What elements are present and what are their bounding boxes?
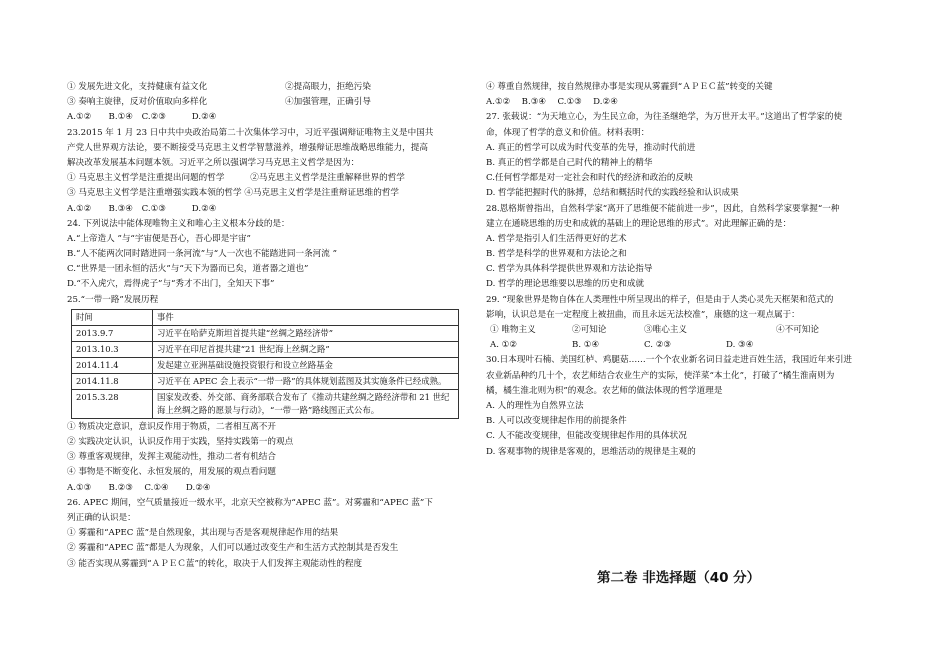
option-d: D. 哲学的理论思维要以思维的历史和成就 xyxy=(486,279,645,290)
question-stem: 橘，橘生淮北则为枳”的观念。农艺师的做法体现的哲学道理是 xyxy=(486,385,723,396)
question-stem: 解决改革发展基本问题本领。习近平之所以强调学习马克思主义哲学是因为： xyxy=(67,157,360,168)
right-column xyxy=(486,80,898,460)
cell-time: 2013.10.3 xyxy=(72,341,153,357)
answer-choices: A.①② B.③④ C.①③ D.②④ xyxy=(67,203,217,214)
cell-event: 发起建立亚洲基础设施投资银行和设立丝路基金 xyxy=(153,357,459,373)
option-a: A.“上帝造人 ”与“宇宙便是吾心，吾心即是宇宙” xyxy=(67,233,251,244)
option-3: ③ 奏响主旋律，反对价值取向多样化 xyxy=(67,97,208,108)
question-stem: 建立在通晓思维的历史和成就的基础上的理论思维的形式”。对此理解正确的是： xyxy=(486,218,792,229)
option-b: B.“人不能两次同时踏进同一条河流”与“人一次也不能踏进同一条河流 ” xyxy=(67,249,337,260)
question-stem: 27. 张载说：“为天地立心，为生民立命，为往圣继绝学，为万世开太平。”这道出了哲学家的使 xyxy=(486,112,843,123)
question-stem: 28.恩格斯曾指出，自然科学家“离开了思维便不能前进一步”，因此，自然科学家要掌握“一种 xyxy=(486,203,840,214)
option-d: D.“不入虎穴，焉得虎子”与“秀才不出门，全知天下事” xyxy=(67,279,275,290)
option-line: ② 雾霾和“APEC 蓝”都是人为现象，人们可以通过改变生产和生活方式控制其是否发生 xyxy=(67,543,399,554)
option-c: C. 人不能改变规律，但能改变规律起作用的具体状况 xyxy=(486,431,687,442)
option-4: ④不可知论 xyxy=(776,325,819,335)
question-stem: 命，体现了哲学的意义和价值。材料表明： xyxy=(486,127,650,138)
left-column xyxy=(67,80,472,572)
col-header-time: 时间 xyxy=(72,309,153,325)
option-line: ④ 事物是不断变化、永恒发展的，用发展的观点看问题 xyxy=(67,467,276,478)
question-stem: 24. 下列说法中能体现唯物主义和唯心主义根本分歧的是： xyxy=(67,218,290,229)
option-line: ② 实践决定认识，认识反作用于实践，坚持实践第一的观点 xyxy=(67,437,294,447)
option-2: ②提高眼力，拒绝污染 xyxy=(285,82,371,92)
option-d: D. 哲学能把握时代的脉搏，总结和概括时代的实践经验和认识成果 xyxy=(486,188,739,199)
question-25 xyxy=(67,293,472,496)
cell-time: 2013.9.7 xyxy=(72,325,153,341)
table-row xyxy=(72,357,459,373)
table-header-row xyxy=(72,309,459,325)
prev-question-options xyxy=(67,80,472,126)
question-27 xyxy=(486,110,898,201)
answer-a: A. ①② xyxy=(490,340,518,351)
option-a: A. 哲学是指引人们生活得更好的艺术 xyxy=(486,233,627,244)
question-stem: 29. “现象世界是物自体在人类理性中所呈现出的样子，但是由于人类心灵先天框架和范式的 xyxy=(486,294,834,305)
option-b: B. 真正的哲学都是自己时代的精神上的精华 xyxy=(486,157,653,168)
history-table xyxy=(71,309,459,419)
option-4: ④加强管理，正确引导 xyxy=(285,97,371,108)
col-header-event: 事件 xyxy=(153,309,459,325)
question-stem: 农业新品种约几十个，农艺师结合农业生产的实际，使洋菜“本土化”，打破了“橘生淮南则为 xyxy=(486,370,835,381)
question-stem: 产党人世界观方法论，要不断接受马克思主义哲学智慧滋养，增强辩证思维战略思维能力，提高 xyxy=(67,142,428,153)
cell-time: 2014.11.8 xyxy=(72,373,153,389)
answer-choices: A.①③ B.②③ C.①④ D.②④ xyxy=(67,482,211,493)
option-b: B. 哲学是科学的世界观和方法论之和 xyxy=(486,249,627,260)
cell-event: 习近平在哈萨克斯坦首提共建“丝绸之路经济带” xyxy=(153,325,459,341)
option-line: ① 物质决定意识，意识反作用于物质，二者相互离不开 xyxy=(67,421,276,432)
option-line: ③ 马克思主义哲学是注重增强实践本领的哲学 ④马克思主义哲学是注重辩证思维的哲学 xyxy=(67,188,400,199)
table-row xyxy=(72,325,459,341)
answer-choices xyxy=(486,338,898,353)
question-stem: 25.“一带一路”发展历程 xyxy=(67,294,159,305)
answer-choices: A.①② B.③④ C.①③ D.②④ xyxy=(486,97,618,108)
section-title: 第二卷 非选择题（40 分） xyxy=(597,570,761,586)
option-a: A. 真正的哲学可以成为时代变革的先导，推动时代前进 xyxy=(486,142,696,153)
option-1: ① 唯物主义 xyxy=(490,325,536,335)
question-26 xyxy=(67,496,472,572)
question-24 xyxy=(67,217,472,293)
table-row xyxy=(72,389,459,418)
option-b: B. 人可以改变规律起作用的前提条件 xyxy=(486,416,627,427)
question-stem: 26. APEC 期间，空气质量接近一级水平，北京天空被称为“APEC 蓝”。对雾霾和“APEC 蓝”下 xyxy=(67,497,433,508)
question-23 xyxy=(67,126,472,217)
option-a: A. 人的理性为自然界立法 xyxy=(486,400,584,411)
option-2: ②可知论 xyxy=(572,325,607,335)
answer-choices: A.①② B.①④ C.②③ D.②④ xyxy=(67,112,217,123)
question-stem: 影响，认识总是在一定程度上被扭曲，而且永远无法校准”，康德的这一观点属于： xyxy=(486,309,800,320)
cell-time: 2014.11.4 xyxy=(72,357,153,373)
option-c: C.任何哲学都是对一定社会和时代的经济和政治的反映 xyxy=(486,173,693,184)
option-line: ③ 尊重客观规律，发挥主观能动性，推动二者有机结合 xyxy=(67,452,276,463)
option-3: ③唯心主义 xyxy=(644,325,687,335)
option-line: ① 马克思主义哲学是注重提出问题的哲学 ②马克思主义哲学是注重解释世界的哲学 xyxy=(67,173,405,184)
question-stem: 列正确的认识是： xyxy=(67,512,136,523)
option-line: ① 雾霾和“APEC 蓝”是自然现象，其出现与否是客观规律起作用的结果 xyxy=(67,528,339,539)
option-d: D. 客观事物的规律是客观的，思维活动的规律是主观的 xyxy=(486,446,696,457)
table-row xyxy=(72,341,459,357)
table-row xyxy=(72,373,459,389)
answer-b: B. ①④ xyxy=(572,340,600,351)
cell-time: 2015.3.28 xyxy=(72,389,153,418)
option-1: ① 发展先进文化，支持健康有益文化 xyxy=(67,82,208,92)
question-30 xyxy=(486,353,898,459)
option-c: C.“世界是一团永恒的活火”与“天下为器而已矣，道者器之道也” xyxy=(67,264,309,275)
question-29 xyxy=(486,293,898,354)
cell-event: 习近平在 APEC 会上表示“一带一路”的具体规划蓝图及其实施条件已经成熟。 xyxy=(153,373,459,389)
cell-event: 国家发改委、外交部、商务部联合发布了《推动共建丝绸之路经济带和 21 世纪海上丝绸之路的愿景与行动》，“一带一路”路线图正式公布。 xyxy=(153,389,459,418)
option-row xyxy=(486,323,898,338)
option-line: ③ 能否实现从雾霾到“ＡＰＥＣ蓝”的转化，取决于人们发挥主观能动性的程度 xyxy=(67,558,363,569)
option-line: ④ 尊重自然规律，按自然规律办事是实现从雾霾到“ＡＰＥＣ蓝”转变的关键 xyxy=(486,82,773,92)
question-stem: 30.日本现叶石楠、美国红栌、鸡腿菇……一个个农业新名词日益走进百姓生活，我国近年来引进 xyxy=(486,355,853,366)
answer-d: D. ③④ xyxy=(726,340,754,351)
question-28 xyxy=(486,202,898,293)
question-26-continued xyxy=(486,80,898,110)
cell-event: 习近平在印尼首提共建“21 世纪海上丝绸之路” xyxy=(153,341,459,357)
question-stem: 23.2015 年 1 月 23 日中共中央政治局第二十次集体学习中，习近平强调辩证唯物主义是中国共 xyxy=(67,127,434,138)
option-c: C. 哲学为具体科学提供世界观和方法论指导 xyxy=(486,264,653,275)
answer-c: C. ②③ xyxy=(644,340,672,351)
